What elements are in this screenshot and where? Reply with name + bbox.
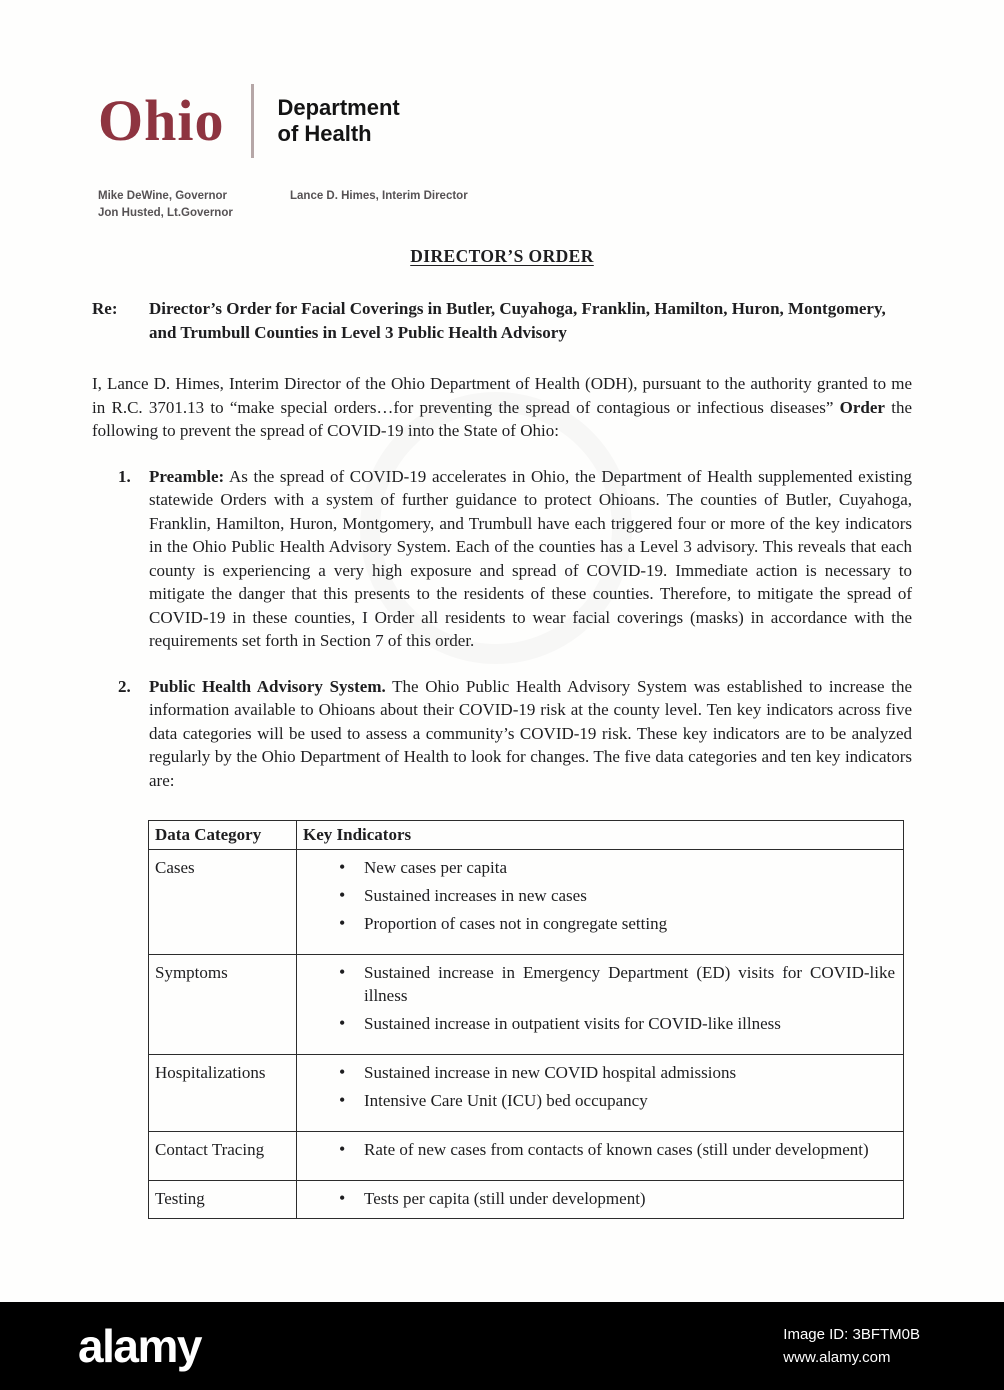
table-row-cases bbox=[149, 850, 904, 955]
order-item-preamble bbox=[92, 465, 912, 653]
header-key-indicators: Key Indicators bbox=[297, 821, 904, 850]
item-number: 2. bbox=[118, 676, 131, 696]
indicator-item: • Intensive Care Unit (ICU) bed occupancy bbox=[297, 1089, 895, 1112]
re-label: Re: bbox=[92, 299, 118, 318]
indicator-item: • New cases per capita bbox=[297, 856, 895, 879]
letterhead bbox=[98, 84, 912, 158]
indicator-list bbox=[297, 856, 895, 935]
indicator-list bbox=[297, 1187, 895, 1210]
indicator-item: • Tests per capita (still under development) bbox=[297, 1187, 895, 1210]
intro-part2: the following to prevent the spread of COVID-19 into the State of Ohio: bbox=[92, 397, 912, 440]
indicators-cell bbox=[297, 1055, 904, 1132]
indicator-list bbox=[297, 1061, 895, 1112]
item-body bbox=[149, 465, 912, 653]
category-cell: Contact Tracing bbox=[149, 1132, 297, 1181]
intro-paragraph bbox=[92, 372, 912, 443]
indicators-cell bbox=[297, 850, 904, 955]
table-header-row bbox=[149, 821, 904, 850]
category-cell: Cases bbox=[149, 850, 297, 955]
lt-governor-line: Jon Husted, Lt.Governor bbox=[98, 207, 233, 219]
intro-bold-word: Order bbox=[839, 397, 885, 417]
indicator-item: • Proportion of cases not in congregate setting bbox=[297, 912, 895, 935]
indicator-list bbox=[297, 1138, 895, 1161]
item-text: As the spread of COVID-19 accelerates in Ohio, the Department of Health supplemented existing statewide Orders with a system of further guidance to protect Ohioans. The counties of Butler, Cuyahoga, Franklin, Hamilton, Huron, Montgomery, and Trumbull have each triggered four or more of the key indicators in the Ohio Public Health Advisory System. Each of the counties has a Level 3 advisory. This reveals that each county is experiencing a very high exposure and spread of COVID-19. Immediate action is necessary to mitigate the danger that this presents to the residents of these counties. Therefore, to mitigate the spread of COVID-19 in these counties, I Order all residents to wear facial coverings (masks) in accordance with the requirements set forth in Section 7 of this order. bbox=[149, 466, 912, 650]
indicator-item: • Sustained increases in new cases bbox=[297, 884, 895, 907]
re-subject: Director’s Order for Facial Coverings in Butler, Cuyahoga, Franklin, Hamilton, Huron, Montgomery, and Trumbull Counties in Level 3 Public Health Advisory bbox=[149, 299, 886, 342]
table-row-testing bbox=[149, 1181, 904, 1219]
indicator-item: • Rate of new cases from contacts of known cases (still under development) bbox=[297, 1138, 895, 1161]
department-name bbox=[278, 95, 400, 147]
indicator-table bbox=[148, 820, 904, 1219]
alamy-meta bbox=[783, 1323, 920, 1369]
indicators-cell bbox=[297, 1181, 904, 1219]
header-data-category: Data Category bbox=[149, 821, 297, 850]
document-title: DIRECTOR’S ORDER bbox=[410, 246, 594, 266]
governor-line: Mike DeWine, Governor bbox=[98, 190, 227, 202]
indicators-cell bbox=[297, 955, 904, 1055]
item-body bbox=[149, 675, 912, 793]
officials-row bbox=[98, 188, 912, 222]
alamy-logo: alamy bbox=[78, 1320, 201, 1372]
item-heading: Preamble: bbox=[149, 466, 225, 486]
category-cell: Testing bbox=[149, 1181, 297, 1219]
item-number: 1. bbox=[118, 466, 131, 486]
ohio-logo: Ohio bbox=[98, 88, 225, 153]
alamy-watermark-bar bbox=[0, 1302, 1004, 1390]
director-line: Lance D. Himes, Interim Director bbox=[290, 190, 468, 202]
order-item-advisory-system bbox=[92, 675, 912, 793]
item-heading: Public Health Advisory System. bbox=[149, 676, 386, 696]
alamy-url: www.alamy.com bbox=[783, 1349, 891, 1366]
indicator-item: • Sustained increase in Emergency Department (ED) visits for COVID-like illness bbox=[297, 961, 895, 1007]
table-row-hospitalizations bbox=[149, 1055, 904, 1132]
category-cell: Hospitalizations bbox=[149, 1055, 297, 1132]
item-text: The Ohio Public Health Advisory System was established to increase the information available to Ohioans about their COVID-19 risk at the county level. Ten key indicators across five data categories will be used to assess a community’s COVID-19 risk. These key indicators are to be analyzed regularly by the Ohio Department of Health to look for changes. The five data categories and ten key indicators are: bbox=[149, 676, 913, 790]
image-id-label: Image ID: 3BFTM0B bbox=[783, 1326, 920, 1343]
indicators-cell bbox=[297, 1132, 904, 1181]
intro-part1: I, Lance D. Himes, Interim Director of the Ohio Department of Health (ODH), pursuant to the authority granted to me in R.C. 3701.13 to “make special orders…for preventing the spread of contagious or infectious diseases” bbox=[92, 374, 912, 417]
department-name-line1: Department bbox=[277, 95, 400, 120]
indicator-list bbox=[297, 961, 895, 1035]
logo-divider bbox=[251, 84, 254, 158]
indicator-item: • Sustained increase in new COVID hospital admissions bbox=[297, 1061, 895, 1084]
category-cell: Symptoms bbox=[149, 955, 297, 1055]
department-name-line2: of Health bbox=[277, 121, 372, 146]
indicator-item: • Sustained increase in outpatient visits for COVID-like illness bbox=[297, 1012, 895, 1035]
re-block bbox=[92, 297, 912, 345]
table-row-symptoms bbox=[149, 955, 904, 1055]
table-row-contact-tracing bbox=[149, 1132, 904, 1181]
governor-block bbox=[98, 188, 290, 222]
